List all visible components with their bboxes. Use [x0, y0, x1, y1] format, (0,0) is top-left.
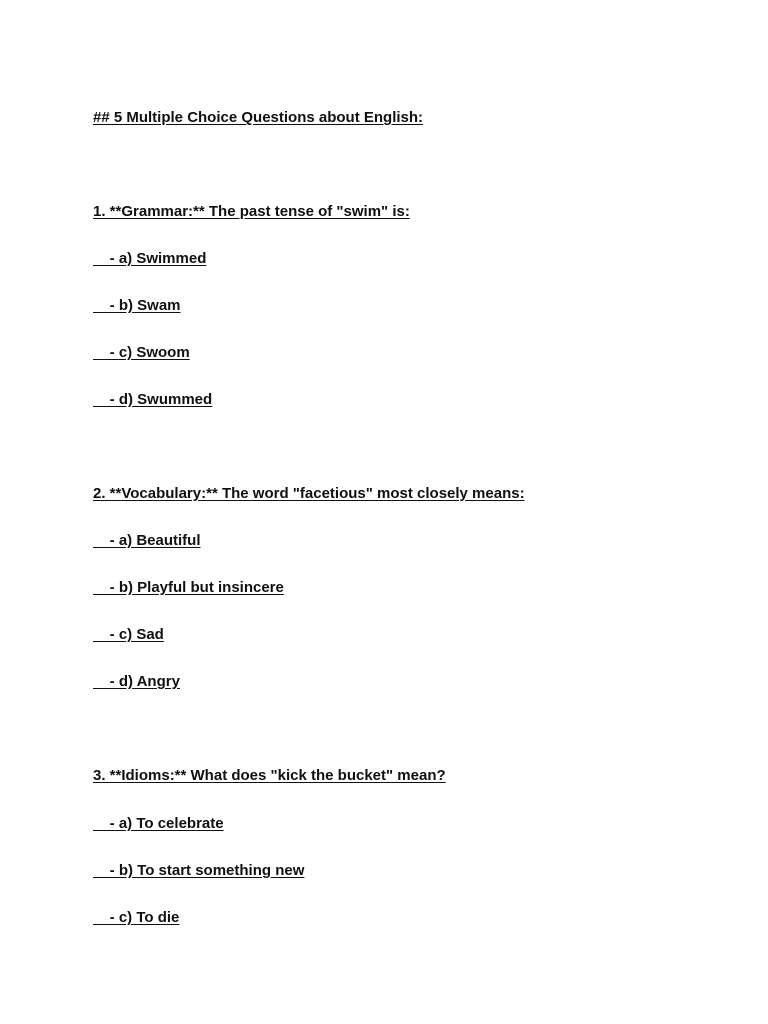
question-1-prompt: 1. **Grammar:** The past tense of "swim" is: [93, 203, 410, 220]
question-3-option-b: - b) To start something new [93, 862, 305, 879]
question-1-option-a: - a) Swimmed [93, 250, 207, 267]
question-1-option-c: - c) Swoom [93, 344, 190, 361]
document-heading: ## 5 Multiple Choice Questions about English: [93, 109, 424, 126]
question-2-option-d: - d) Angry [93, 673, 180, 690]
question-3-prompt: 3. **Idioms:** What does "kick the bucket" mean? [93, 767, 446, 784]
question-1-option-d: - d) Swummed [93, 391, 213, 408]
question-3-option-c: - c) To die [93, 909, 180, 926]
question-2-prompt: 2. **Vocabulary:** The word "facetious" most closely means: [93, 485, 525, 502]
question-3-option-a: - a) To celebrate [93, 815, 224, 832]
question-2-option-c: - c) Sad [93, 626, 164, 643]
question-1-option-b: - b) Swam [93, 297, 181, 314]
question-2-option-b: - b) Playful but insincere [93, 579, 284, 596]
question-2-option-a: - a) Beautiful [93, 532, 201, 549]
